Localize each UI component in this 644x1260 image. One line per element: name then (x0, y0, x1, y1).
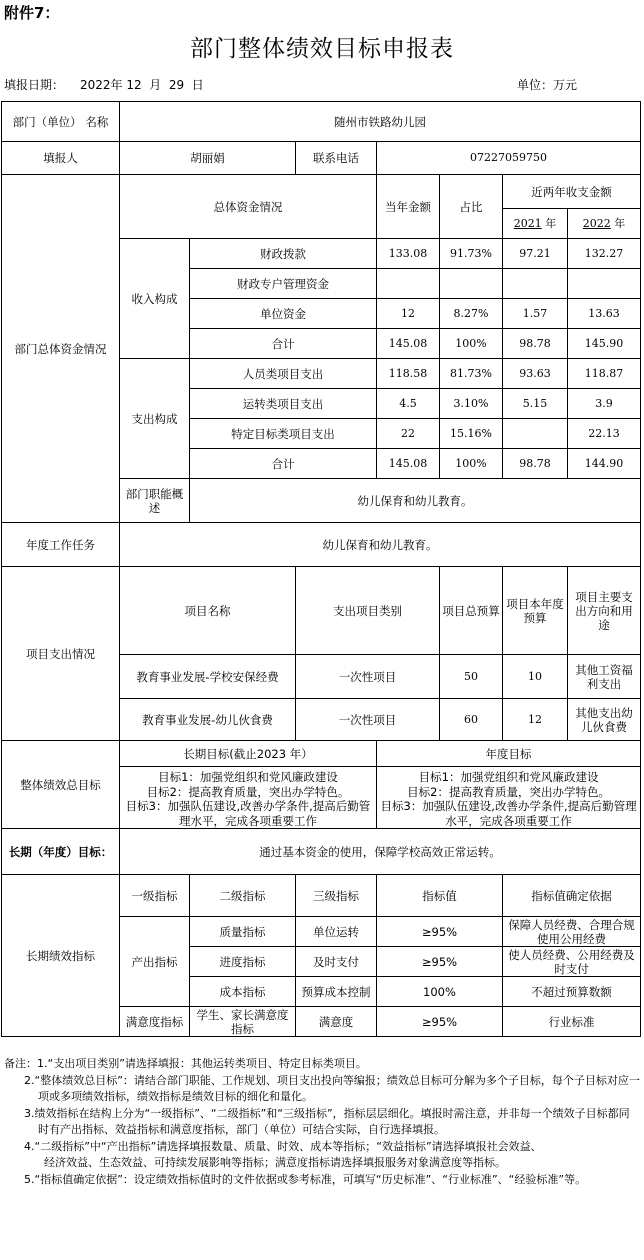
indicator-l3: 及时支付 (296, 947, 377, 977)
indicator-l2: 进度指标 (190, 947, 296, 977)
expense-row-current: 4.5 (377, 389, 440, 419)
project-header-use: 项目主要支出方向和用途 (568, 567, 641, 655)
indicator-basis: 不超过预算数额 (503, 977, 641, 1007)
task-label: 年度工作任务 (2, 523, 120, 567)
year1-cell (503, 209, 568, 239)
function-label: 部门职能概述 (120, 479, 190, 523)
long-goal-line: 目标3：加强队伍建设,改善办学条件,提高后勤管理水平，完成各项重要工作 (125, 799, 371, 828)
funds-header-overall: 总体资金情况 (120, 175, 377, 239)
indicator-l3: 满意度 (296, 1007, 377, 1037)
income-row-ratio (440, 269, 503, 299)
year-goal-header: 年度目标 (377, 741, 641, 767)
year-goal-line: 目标2：提高教育质量，突出办学特色。 (407, 784, 610, 799)
filler-name: 胡丽娟 (120, 142, 296, 175)
indicator-l3: 预算成本控制 (296, 977, 377, 1007)
expense-row-y1: 93.63 (503, 359, 568, 389)
funds-header-ratio: 占比 (440, 175, 503, 239)
expense-row-y2: 22.13 (568, 419, 641, 449)
project-year: 12 (503, 699, 568, 741)
indicator-header-l3: 三级指标 (296, 875, 377, 917)
expense-row-current: 118.58 (377, 359, 440, 389)
expense-row-current: 145.08 (377, 449, 440, 479)
attachment-label: 附件7： (4, 4, 60, 22)
income-row-name: 财政拨款 (190, 239, 377, 269)
project-name: 教育事业发展-幼儿伙食费 (120, 699, 296, 741)
projects-section-label: 项目支出情况 (2, 567, 120, 741)
income-row-ratio: 8.27% (440, 299, 503, 329)
income-row-current: 12 (377, 299, 440, 329)
long-goal-line: 目标1：加强党组织和党风廉政建设 (158, 770, 338, 784)
long-goal-text (120, 767, 377, 829)
income-row-current (377, 269, 440, 299)
indicator-value: ≥95% (377, 917, 503, 947)
phone-label: 联系电话 (296, 142, 377, 175)
funds-section-label: 部门总体资金情况 (2, 175, 120, 523)
dept-name: 随州市铁路幼儿园 (120, 102, 641, 142)
long-target-text: 通过基本资金的使用，保障学校高效正常运转。 (120, 829, 641, 875)
income-row-name: 单位资金 (190, 299, 377, 329)
year-goal-line: 目标1：加强党组织和党风廉政建设 (418, 770, 599, 784)
phone: 07227059750 (377, 142, 641, 175)
expense-row-y2: 118.87 (568, 359, 641, 389)
project-use: 其他工资福利支出 (568, 655, 641, 699)
note-3: 3.绩效指标在结构上分为“一级指标”、“二级指标”和“三级指标”，指标层层细化。填报时需注意，并非每一个绩效子目标都同时有产出指标、效益指标和满意度指标，部门（单位）可结合实际，自行选择填报。 (24, 1106, 630, 1136)
income-row-y2: 132.27 (568, 239, 641, 269)
income-row-y2 (568, 269, 641, 299)
expense-row-y2: 144.90 (568, 449, 641, 479)
project-total: 50 (440, 655, 503, 699)
indicator-header-l2: 二级指标 (190, 875, 296, 917)
function-text: 幼儿保育和幼儿教育。 (190, 479, 641, 523)
income-row-y1 (503, 269, 568, 299)
project-header-year: 项目本年度预算 (503, 567, 568, 655)
income-row-current: 145.08 (377, 329, 440, 359)
expense-row-current: 22 (377, 419, 440, 449)
project-total: 60 (440, 699, 503, 741)
project-use: 其他支出幼儿伙食费 (568, 699, 641, 741)
output-indicator-label: 产出指标 (120, 917, 190, 1007)
indicator-value: ≥95% (377, 947, 503, 977)
note-5: 5.“指标值确定依据”：设定绩效指标值时的文件依据或参考标准，可填写“历史标准”、“行业标准”、“经验标准”等。 (24, 1172, 587, 1186)
indicators-label: 长期绩效指标 (2, 875, 120, 1037)
indicator-basis: 行业标准 (503, 1007, 641, 1037)
indicator-l2: 学生、家长满意度指标 (190, 1007, 296, 1037)
expense-row-ratio: 81.73% (440, 359, 503, 389)
income-row-name: 合计 (190, 329, 377, 359)
note-1: 备注：1.“支出项目类别”请选择填报：其他运转类项目、特定目标类项目。 (4, 1057, 367, 1070)
task-text: 幼儿保育和幼儿教育。 (120, 523, 641, 567)
project-type: 一次性项目 (296, 655, 440, 699)
indicator-l2: 质量指标 (190, 917, 296, 947)
project-header-total: 项目总预算 (440, 567, 503, 655)
income-row-current: 133.08 (377, 239, 440, 269)
fill-date-label: 填报日期： (4, 78, 65, 92)
indicator-header-value: 指标值 (377, 875, 503, 917)
filler-label: 填报人 (2, 142, 120, 175)
funds-header-recent: 近两年收支金额 (503, 175, 641, 209)
year-goal-line: 目标3：加强队伍建设,改善办学条件,提高后勤管理水平，完成各项重要工作 (380, 799, 637, 828)
long-goal-header: 长期目标(截止2023 年） (120, 741, 377, 767)
year1: 2021 (513, 216, 542, 230)
income-row-y1: 1.57 (503, 299, 568, 329)
unit-label: 单位：万元 (517, 78, 578, 92)
long-target-label: 长期（年度）目标： (2, 829, 120, 875)
expense-row-ratio: 100% (440, 449, 503, 479)
dept-label: 部门（单位） 名称 (2, 102, 120, 142)
funds-header-current: 当年金额 (377, 175, 440, 239)
satisfaction-indicator-label: 满意度指标 (120, 1007, 190, 1037)
indicator-basis: 保障人员经费、合理合规使用公用经费 (503, 917, 641, 947)
note-4: 4.“二级指标”中“产出指标”请选择填报数量、质量、时效、成本等指标；“效益指标”请选择填报社会效益、 (24, 1139, 542, 1153)
income-row-y2: 145.90 (568, 329, 641, 359)
overall-goal-label: 整体绩效总目标 (2, 741, 120, 829)
income-label: 收入构成 (120, 239, 190, 359)
project-type: 一次性项目 (296, 699, 440, 741)
fill-date: 2022年 12 月 29 日 (80, 78, 204, 92)
expense-row-name: 人员类项目支出 (190, 359, 377, 389)
long-goal-line: 目标2：提高教育质量，突出办学特色。 (146, 784, 350, 799)
expense-label: 支出构成 (120, 359, 190, 479)
indicator-value: 100% (377, 977, 503, 1007)
expense-row-y1: 5.15 (503, 389, 568, 419)
income-row-y1: 98.78 (503, 329, 568, 359)
project-name: 教育事业发展-学校安保经费 (120, 655, 296, 699)
expense-row-name: 合计 (190, 449, 377, 479)
page-title: 部门整体绩效目标申报表 (190, 36, 454, 62)
expense-row-y1: 98.78 (503, 449, 568, 479)
indicator-l2: 成本指标 (190, 977, 296, 1007)
income-row-y1: 97.21 (503, 239, 568, 269)
project-header-type: 支出项目类别 (296, 567, 440, 655)
project-header-name: 项目名称 (120, 567, 296, 655)
expense-row-name: 运转类项目支出 (190, 389, 377, 419)
note-2: 2.“整体绩效总目标”：请结合部门职能、工作规划、项目支出投向等编报；绩效总目标可分解为多个子目标，每个子目标对应一项或多项绩效指标，绩效指标是绩效目标的细化和量化。 (24, 1073, 640, 1103)
indicator-header-l1: 一级指标 (120, 875, 190, 917)
notes (4, 1056, 640, 1188)
income-row-y2: 13.63 (568, 299, 641, 329)
project-year: 10 (503, 655, 568, 699)
income-row-ratio: 91.73% (440, 239, 503, 269)
year1-suffix: 年 (545, 216, 557, 230)
income-row-name: 财政专户管理资金 (190, 269, 377, 299)
year2-cell (568, 209, 641, 239)
indicator-l3: 单位运转 (296, 917, 377, 947)
indicator-header-basis: 指标值确定依据 (503, 875, 641, 917)
expense-row-ratio: 3.10% (440, 389, 503, 419)
note-4-cont: 经济效益、生态效益、可持续发展影响等指标；满意度指标请选择填报服务对象满意度等指标。 (44, 1156, 506, 1169)
expense-row-ratio: 15.16% (440, 419, 503, 449)
year2: 2022 (582, 216, 611, 230)
indicator-basis: 使人员经费、公用经费及时支付 (503, 947, 641, 977)
expense-row-name: 特定目标类项目支出 (190, 419, 377, 449)
report-table (1, 101, 641, 1037)
income-row-ratio: 100% (440, 329, 503, 359)
expense-row-y2: 3.9 (568, 389, 641, 419)
year-goal-text (377, 767, 641, 829)
year2-suffix: 年 (614, 216, 626, 230)
expense-row-y1 (503, 419, 568, 449)
indicator-value: ≥95% (377, 1007, 503, 1037)
